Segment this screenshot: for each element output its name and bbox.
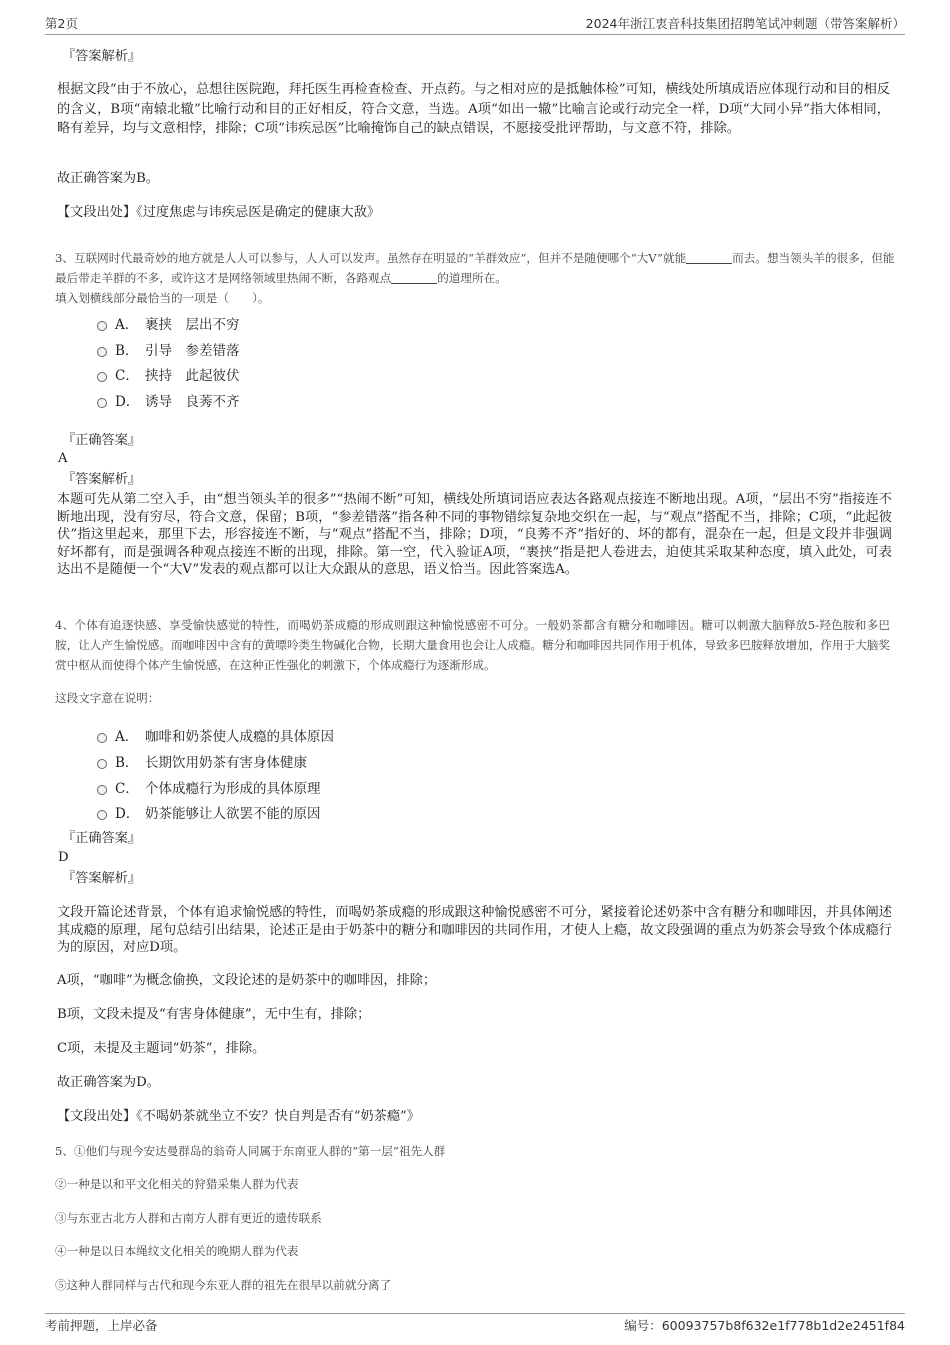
radio-icon[interactable] (97, 759, 107, 769)
q2-analysis-text: 根据文段“由于不放心，总想往医院跑，拜托医生再检查检查、开点药。与之相对应的是抵触体检”可知，横线处所填成语应体现行动和目的相反的含义，B项“南辕北辙”比喻行动和目的正好相反，符合文意，当选。A项“如出一辙”比喻言论或行动完全一样，D项“大同小异”指大体相同，略有差异，均与文意相悖，排除；C项“讳疾忌医”比喻掩饰自己的缺点错误，不愿接受批评帮助，与文意不符，排除。 (57, 82, 890, 136)
q4-conclusion: 故正确答案为D。 (57, 1075, 160, 1090)
q4-prompt: 这段文字意在说明： (55, 691, 160, 705)
q4-answer-heading: 『正确答案』 (62, 831, 142, 846)
radio-icon[interactable] (97, 733, 107, 743)
q4-stem: 4、个体有追逐快感、享受愉快感觉的特性，而喝奶茶成瘾的形成则跟这种愉悦感密不可分。一般奶茶都含有糖分和咖啡因。糖可以刺激大脑释放5-羟色胺和多巴胺，让人产生愉悦感。而咖啡因中含有的黄嘌呤类生物碱化合物，长期大量食用也会让人成瘾。糖分和咖啡因共同作用于机体，导致多巴胺释放增加，作用于大脑奖赏中枢从而使得个体产生愉悦感，在这种正性强化的刺激下，个体成瘾行为逐渐形成。 (55, 618, 890, 672)
q3-option-a[interactable]: A． 裹挟 层出不穷 (97, 313, 240, 333)
q5-item-3: ③与东亚古北方人群和古南方人群有更近的遗传联系 (55, 1211, 322, 1225)
q5-item-2: ②一种是以和平文化相关的狩猎采集人群为代表 (55, 1177, 299, 1191)
radio-icon[interactable] (97, 372, 107, 382)
radio-icon[interactable] (97, 785, 107, 795)
q4-option-d[interactable]: D． 奶茶能够让人欲罢不能的原因 (97, 802, 321, 822)
q3-analysis-text: 本题可先从第二空入手，由“想当领头羊的很多”“热闹不断”可知，横线处所填词语应表达各路观点接连不断地出现。A项，“层出不穷”指接连不断地出现，没有穷尽，符合文意，保留；B项，“参差错落”指各种不同的事物错综复杂地交织在一起，与“观点”搭配不当，排除；C项，“此起彼伏”指这里起来，那里下去，形容接连不断，与“观点”搭配不当，排除；D项，“良莠不齐”指好的、坏的都有，混杂在一起，但是文段并非强调好坏都有，而是强调各种观点接连不断的出现，排除。第一空，代入验证A项，“裹挟”指是把人卷进去，迫使其采取某种态度，填入此处，可表达出不是随便一个“大V”发表的观点都可以让大众跟从的意思，语义恰当。因此答案选A。 (57, 492, 892, 577)
page-header (45, 14, 905, 35)
q3-option-b[interactable]: B． 引导 参差错落 (97, 339, 240, 359)
q2-source: 【文段出处】《过度焦虑与讳疾忌医是确定的健康大敌》 (57, 205, 381, 220)
q3-analysis-heading: 『答案解析』 (62, 472, 142, 487)
q2-conclusion: 故正确答案为B。 (57, 171, 160, 186)
blank-2 (391, 271, 437, 284)
q4-option-a[interactable]: A． 咖啡和奶茶使人成瘾的具体原因 (97, 725, 334, 745)
q4-analysis-b: B项，文段未提及“有害身体健康”，无中生有，排除； (57, 1007, 371, 1022)
q3-answer: A (58, 451, 68, 466)
q4-source: 【文段出处】《不喝奶茶就坐立不安？快自判是否有“奶茶瘾”》 (57, 1109, 420, 1124)
q4-answer: D (58, 850, 69, 865)
q4-option-c[interactable]: C． 个体成瘾行为形成的具体原理 (97, 777, 321, 797)
footer-id: 编号：60093757b8f632e1f778b1d2e2451f84 (624, 1318, 905, 1333)
q3-answer-heading: 『正确答案』 (62, 433, 142, 448)
radio-icon[interactable] (97, 398, 107, 408)
q3-option-d[interactable]: D． 诱导 良莠不齐 (97, 390, 240, 410)
page-number: 第2页 (45, 16, 78, 31)
footer-slogan: 考前押题，上岸必备 (45, 1318, 158, 1333)
q5-item-4: ④一种是以日本绳纹文化相关的晚期人群为代表 (55, 1244, 299, 1258)
q4-analysis-a: A项，“咖啡”为概念偷换，文段论述的是奶茶中的咖啡因，排除； (57, 973, 437, 988)
radio-icon[interactable] (97, 347, 107, 357)
q3-prompt: 填入划横线部分最恰当的一项是（ ）。 (55, 291, 270, 305)
q5-item-1: 5、①他们与现今安达曼群岛的翁奇人同属于东南亚人群的“第一层”祖先人群 (55, 1144, 446, 1158)
q3-stem: 3、互联网时代最奇妙的地方就是人人可以参与，人人可以发声。虽然存在明显的“羊群效应”，但并不是随便哪个“大V”就能 而去。想当领头羊的很多，但能最后带走羊群的不多，或许这才是网络领域里热闹不断，各路观点 的道理所在。 (55, 251, 895, 285)
radio-icon[interactable] (97, 321, 107, 331)
q5-item-5: ⑤这种人群同样与古代和现今东亚人群的祖先在很早以前就分离了 (55, 1278, 392, 1292)
document-title: 2024年浙江衷音科技集团招聘笔试冲刺题（带答案解析） (585, 16, 905, 31)
q4-analysis-c: C项，未提及主题词“奶茶”，排除。 (57, 1041, 266, 1056)
radio-icon[interactable] (97, 810, 107, 820)
q2-analysis-heading: 『答案解析』 (62, 49, 142, 64)
q3-option-c[interactable]: C． 挟持 此起彼伏 (97, 364, 240, 384)
page-footer (45, 1313, 905, 1333)
q4-analysis-heading: 『答案解析』 (62, 871, 142, 886)
q4-analysis-text: 文段开篇论述背景，个体有追求愉悦感的特性，而喝奶茶成瘾的形成跟这种愉悦感密不可分，紧接着论述奶茶中含有糖分和咖啡因，并具体阐述其成瘾的原理，尾句总结引出结果，论述正是由于奶茶中的糖分和咖啡因的共同作用，才使人上瘾，故文段强调的重点为奶茶会导致个体成瘾行为的原因，对应D项。 (57, 905, 892, 955)
blank-1 (686, 251, 732, 264)
q4-option-b[interactable]: B． 长期饮用奶茶有害身体健康 (97, 751, 307, 771)
